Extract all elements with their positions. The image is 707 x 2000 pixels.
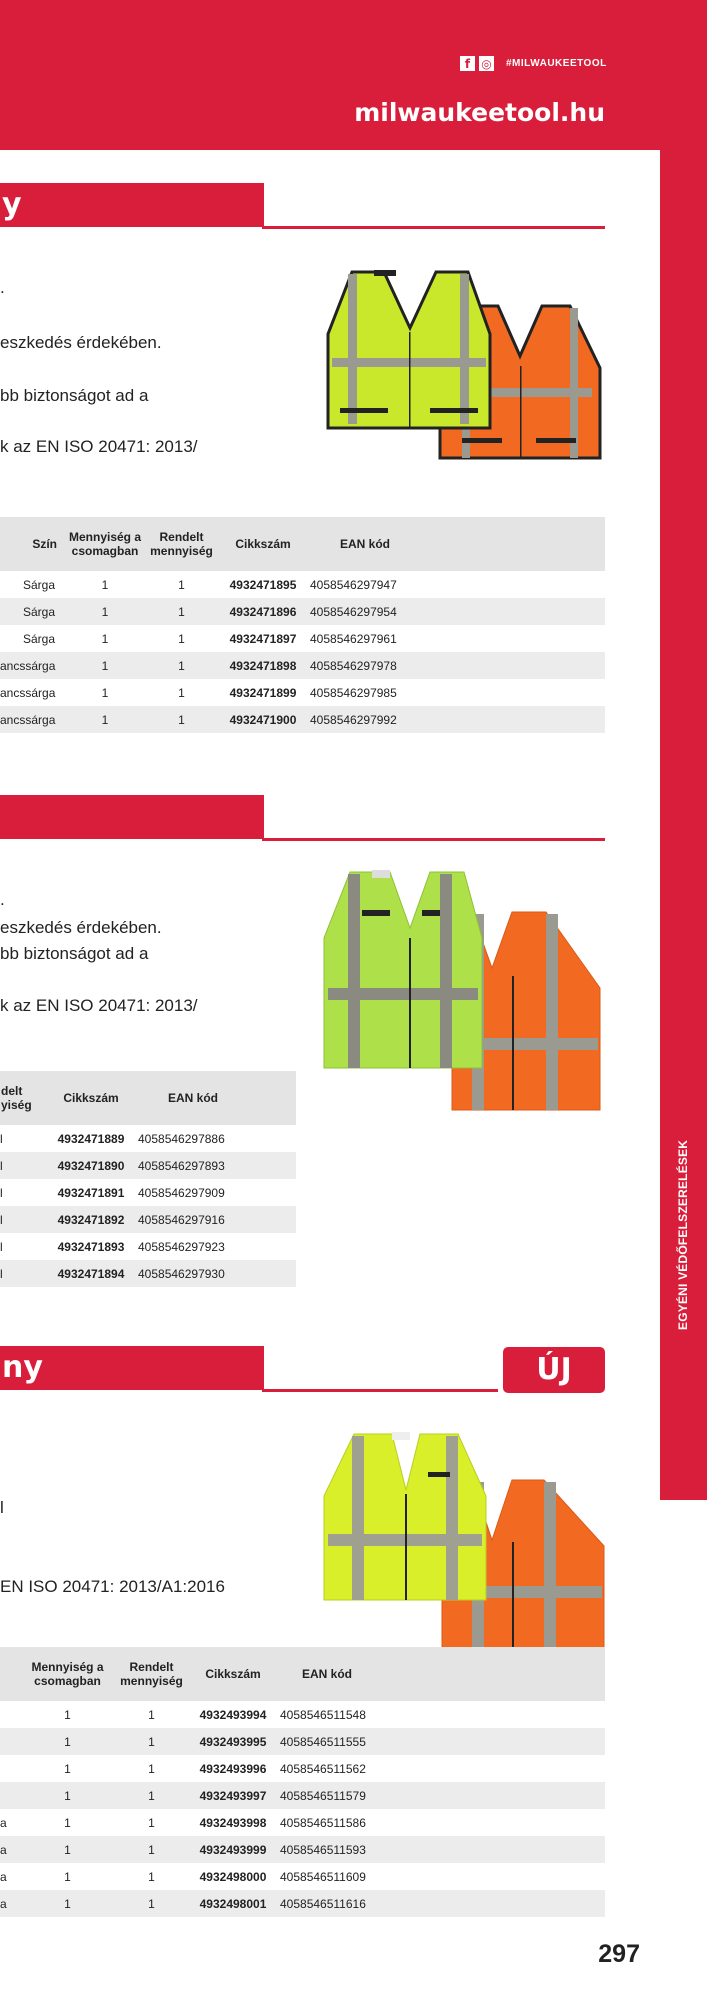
table-row — [0, 1179, 296, 1206]
cell-ean: 4058546511616 — [278, 1890, 605, 1917]
cell-order-qty: 1 — [178, 577, 185, 592]
cell-sku: 4932471891 — [57, 1185, 125, 1200]
cell-ean: 4058546297954 — [308, 598, 605, 625]
section2-desc-line: k az EN ISO 20471: 2013/ — [0, 996, 198, 1015]
table-row — [0, 679, 605, 706]
cell-pack-qty: 1 — [64, 1707, 71, 1722]
col-header-ean: EAN kód — [278, 1647, 605, 1701]
side-category-label: EGYÉNI VÉDŐFELSZERELÉSEK — [676, 1139, 690, 1330]
col-header-pack-qty: Mennyiség a csomagban — [20, 1647, 115, 1701]
cell-order-qty: 1 — [148, 1707, 155, 1722]
cell-sku: 4932471896 — [218, 598, 308, 625]
cell-order-qty: 1 — [145, 598, 218, 625]
cell-pack-qty: 1 — [101, 685, 109, 700]
cell-ean: 4058546297992 — [308, 706, 605, 733]
section3-desc-line: EN ISO 20471: 2013/A1:2016 — [0, 1577, 225, 1596]
cell-order-qty: 1 — [145, 652, 218, 679]
cell-order-qty: 1 — [115, 1836, 188, 1863]
side-band-wedge — [660, 1440, 707, 1500]
cell-sku: 4932471899 — [229, 685, 297, 700]
cell-color: a — [0, 1890, 20, 1917]
cell-order-qty: l — [0, 1185, 3, 1200]
section2-desc-line: . — [0, 890, 5, 909]
cell-ean: 4058546297893 — [136, 1152, 296, 1179]
cell-sku: 4932493999 — [188, 1836, 278, 1863]
cell-sku: 4932471889 — [57, 1131, 125, 1146]
section3-desc-line: l — [0, 1498, 4, 1517]
cell-ean: 4058546511579 — [278, 1782, 605, 1809]
cell-ean: 4058546511586 — [280, 1815, 366, 1830]
cell-sku: 4932471894 — [46, 1260, 136, 1287]
cell-sku: 4932471897 — [229, 631, 297, 646]
site-url[interactable]: milwaukeetool.hu — [354, 98, 605, 127]
cell-pack-qty: 1 — [65, 598, 145, 625]
cell-color — [0, 1755, 20, 1782]
cell-ean: 4058546297923 — [138, 1239, 225, 1254]
new-badge: ÚJ — [503, 1347, 605, 1393]
cell-pack-qty: 1 — [64, 1815, 71, 1830]
social-links — [460, 56, 607, 71]
cell-sku: 4932493998 — [199, 1815, 267, 1830]
cell-color: ancssárga — [0, 706, 65, 733]
table-row — [0, 706, 605, 733]
cell-ean: 4058546511562 — [280, 1761, 366, 1776]
table-row — [0, 1863, 605, 1890]
cell-sku: 4932493995 — [188, 1728, 278, 1755]
cell-order-qty: 1 — [148, 1869, 155, 1884]
table-row — [0, 1233, 296, 1260]
table-row — [0, 1836, 605, 1863]
cell-pack-qty: 1 — [101, 577, 109, 592]
col-header-order-qty: delt yiség — [0, 1071, 46, 1125]
col-header-color — [0, 1647, 20, 1701]
table-row — [0, 1260, 296, 1287]
cell-pack-qty: 1 — [101, 631, 109, 646]
cell-order-qty: 1 — [148, 1761, 155, 1776]
cell-pack-qty: 1 — [64, 1869, 71, 1884]
cell-sku: 4932471898 — [218, 652, 308, 679]
section1-title: y — [0, 183, 264, 227]
cell-color: ancssárga — [0, 652, 65, 679]
section3-table — [0, 1647, 605, 1917]
col-header-order-qty: Rendelt mennyiség — [115, 1647, 188, 1701]
table-row — [0, 1125, 296, 1152]
table-row — [0, 1701, 605, 1728]
cell-sku: 4932493994 — [199, 1707, 267, 1722]
cell-pack-qty: 1 — [20, 1782, 115, 1809]
cell-order-qty: 1 — [148, 1815, 155, 1830]
cell-ean: 4058546297947 — [310, 577, 397, 592]
table-row — [0, 1206, 296, 1233]
section3-title: ny — [0, 1346, 264, 1390]
cell-ean: 4058546297886 — [138, 1131, 225, 1146]
table-row — [0, 598, 605, 625]
col-header-order-qty: Rendelt mennyiség — [145, 517, 218, 571]
header-band — [0, 0, 707, 150]
section3-rule — [262, 1389, 498, 1392]
cell-ean: 4058546511555 — [278, 1728, 605, 1755]
cell-ean: 4058546297978 — [308, 652, 605, 679]
cell-ean: 4058546297916 — [136, 1206, 296, 1233]
cell-order-qty: l — [0, 1131, 3, 1146]
vest-image-set-1 — [322, 268, 612, 468]
cell-ean: 4058546297985 — [310, 685, 397, 700]
cell-order-qty: l — [0, 1239, 3, 1254]
cell-pack-qty: 1 — [65, 706, 145, 733]
cell-pack-qty: 1 — [20, 1836, 115, 1863]
col-header-ean: EAN kód — [308, 517, 605, 571]
cell-ean: 4058546297961 — [310, 631, 397, 646]
cell-sku: 4932471895 — [229, 577, 297, 592]
table-row — [0, 571, 605, 598]
section1-desc-line: k az EN ISO 20471: 2013/ — [0, 437, 198, 456]
cell-sku: 4932471892 — [46, 1206, 136, 1233]
cell-ean: 4058546511609 — [280, 1869, 366, 1884]
section1-desc-line: . — [0, 278, 5, 297]
cell-order-qty: 1 — [178, 685, 185, 700]
table-row — [0, 1809, 605, 1836]
section1-desc-line: eszkedés érdekében. — [0, 333, 162, 352]
facebook-icon[interactable]: f — [460, 56, 475, 71]
cell-sku: 4932471890 — [46, 1152, 136, 1179]
col-header-color: Szín — [0, 517, 65, 571]
table-row — [0, 652, 605, 679]
cell-sku: 4932498000 — [199, 1869, 267, 1884]
col-header-ean: EAN kód — [136, 1071, 296, 1125]
cell-order-qty: 1 — [178, 631, 185, 646]
vest-image-set-3 — [322, 1430, 607, 1655]
cell-order-qty: 1 — [145, 706, 218, 733]
cell-color: ancssárga — [0, 685, 56, 700]
instagram-icon[interactable]: ◎ — [479, 56, 494, 71]
cell-color — [0, 1701, 20, 1728]
col-header-sku: Cikkszám — [218, 517, 308, 571]
cell-pack-qty: 1 — [65, 652, 145, 679]
cell-order-qty: l — [0, 1152, 46, 1179]
cell-color — [0, 1782, 20, 1809]
vest-image-set-2 — [322, 868, 607, 1118]
cell-color — [0, 1728, 20, 1755]
col-header-sku: Cikkszám — [188, 1647, 278, 1701]
table-row — [0, 1755, 605, 1782]
table-row — [0, 1152, 296, 1179]
cell-order-qty: 1 — [115, 1728, 188, 1755]
table-row — [0, 1728, 605, 1755]
cell-ean: 4058546297909 — [138, 1185, 225, 1200]
table-row — [0, 1782, 605, 1809]
cell-sku: 4932493996 — [199, 1761, 267, 1776]
section2-desc-line: eszkedés érdekében. — [0, 918, 162, 937]
section2-desc-line: bb biztonságot ad a — [0, 944, 149, 963]
section2-rule — [262, 838, 605, 841]
table-row — [0, 1890, 605, 1917]
cell-color: a — [0, 1869, 7, 1884]
cell-pack-qty: 1 — [20, 1728, 115, 1755]
cell-ean: 4058546511548 — [280, 1707, 366, 1722]
cell-sku: 4932493997 — [188, 1782, 278, 1809]
cell-pack-qty: 1 — [20, 1890, 115, 1917]
cell-sku: 4932471893 — [57, 1239, 125, 1254]
cell-color: Sárga — [22, 577, 55, 592]
hashtag: #MILWAUKEETOOL — [506, 58, 607, 69]
cell-color: a — [0, 1815, 7, 1830]
cell-order-qty: l — [0, 1260, 46, 1287]
cell-ean: 4058546297930 — [136, 1260, 296, 1287]
col-header-pack-qty: Mennyiség a csomagban — [65, 517, 145, 571]
col-header-sku: Cikkszám — [46, 1071, 136, 1125]
cell-order-qty: 1 — [115, 1890, 188, 1917]
section2-title — [0, 795, 264, 839]
cell-ean: 4058546511593 — [278, 1836, 605, 1863]
cell-color: a — [0, 1836, 20, 1863]
section1-desc-line: bb biztonságot ad a — [0, 386, 149, 405]
cell-color: Sárga — [0, 598, 65, 625]
section2-table — [0, 1071, 296, 1287]
cell-pack-qty: 1 — [64, 1761, 71, 1776]
cell-order-qty: l — [0, 1206, 46, 1233]
cell-sku: 4932471900 — [218, 706, 308, 733]
table-row — [0, 625, 605, 652]
cell-color: Sárga — [22, 631, 55, 646]
cell-order-qty: 1 — [115, 1782, 188, 1809]
page-number: 297 — [598, 1940, 640, 1968]
cell-sku: 4932498001 — [188, 1890, 278, 1917]
section1-table — [0, 517, 605, 733]
section1-rule — [262, 226, 605, 229]
